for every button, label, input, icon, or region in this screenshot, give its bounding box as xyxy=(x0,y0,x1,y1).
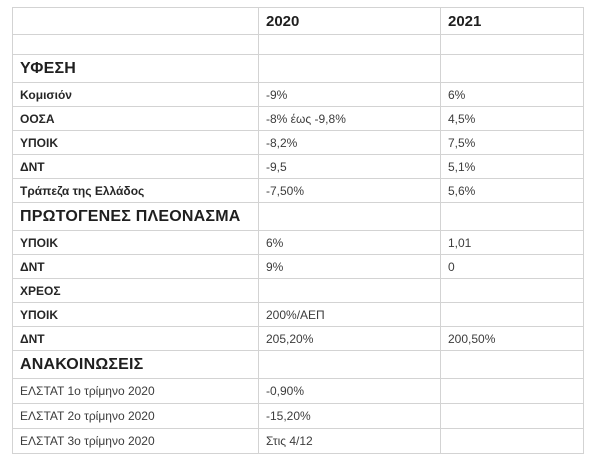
row-label-cell: ΑΝΑΚΟΙΝΩΣΕΙΣ xyxy=(13,351,259,379)
value-2020-cell xyxy=(259,35,441,55)
row-label-cell: ΔΝΤ xyxy=(13,155,259,179)
table-row xyxy=(13,35,584,55)
value-2020-cell: 205,20% xyxy=(259,327,441,351)
value-2021-cell xyxy=(441,55,584,83)
value-2021-cell: 5,6% xyxy=(441,179,584,203)
table-row xyxy=(13,327,584,351)
row-label-cell: ΠΡΩΤΟΓΕΝΕΣ ΠΛΕΟΝΑΣΜΑ xyxy=(13,203,259,231)
value-2020-cell xyxy=(259,55,441,83)
row-label-cell: ΥΠΟΙΚ xyxy=(13,303,259,327)
value-2020-cell: 200%/ΑΕΠ xyxy=(259,303,441,327)
value-2021-cell: 6% xyxy=(441,83,584,107)
table-row xyxy=(13,231,584,255)
row-label-cell: ΕΛΣΤΑΤ 2ο τρίμηνο 2020 xyxy=(13,404,259,429)
table-row xyxy=(13,83,584,107)
table-row xyxy=(13,379,584,404)
table-row xyxy=(13,131,584,155)
value-2020-cell: Στις 4/12 xyxy=(259,429,441,454)
value-2020-cell xyxy=(259,279,441,303)
row-label-cell: ΔΝΤ xyxy=(13,327,259,351)
table-row xyxy=(13,107,584,131)
value-2020-cell: -9% xyxy=(259,83,441,107)
row-label-cell: ΟΟΣΑ xyxy=(13,107,259,131)
table-row xyxy=(13,179,584,203)
column-header-2020: 2020 xyxy=(259,8,441,35)
row-label-cell: ΕΛΣΤΑΤ 3ο τρίμηνο 2020 xyxy=(13,429,259,454)
value-2020-cell: -8,2% xyxy=(259,131,441,155)
value-2020-cell: 9% xyxy=(259,255,441,279)
row-label-cell xyxy=(13,35,259,55)
column-header-empty xyxy=(13,8,259,35)
table-row xyxy=(13,255,584,279)
row-label-cell: ΕΛΣΤΑΤ 1ο τρίμηνο 2020 xyxy=(13,379,259,404)
value-2021-cell xyxy=(441,404,584,429)
row-label-cell: ΥΠΟΙΚ xyxy=(13,131,259,155)
table-row xyxy=(13,351,584,379)
value-2021-cell: 4,5% xyxy=(441,107,584,131)
column-header-2021: 2021 xyxy=(441,8,584,35)
row-label-cell: ΧΡΕΟΣ xyxy=(13,279,259,303)
table-row xyxy=(13,279,584,303)
table-header-row xyxy=(13,8,584,35)
table-row xyxy=(13,155,584,179)
row-label-cell: ΥΦΕΣΗ xyxy=(13,55,259,83)
value-2020-cell: -8% έως -9,8% xyxy=(259,107,441,131)
row-label-cell: ΔΝΤ xyxy=(13,255,259,279)
value-2021-cell xyxy=(441,303,584,327)
value-2021-cell xyxy=(441,429,584,454)
value-2021-cell: 0 xyxy=(441,255,584,279)
value-2021-cell: 7,5% xyxy=(441,131,584,155)
table-row xyxy=(13,404,584,429)
value-2021-cell xyxy=(441,351,584,379)
table-row xyxy=(13,203,584,231)
value-2021-cell xyxy=(441,279,584,303)
value-2021-cell: 1,01 xyxy=(441,231,584,255)
row-label-cell: ΥΠΟΙΚ xyxy=(13,231,259,255)
value-2021-cell xyxy=(441,379,584,404)
data-table xyxy=(12,7,584,454)
table-row xyxy=(13,55,584,83)
value-2020-cell xyxy=(259,351,441,379)
value-2020-cell: -15,20% xyxy=(259,404,441,429)
row-label-cell: Κομισιόν xyxy=(13,83,259,107)
table-body xyxy=(13,35,584,454)
value-2021-cell: 5,1% xyxy=(441,155,584,179)
table-row xyxy=(13,429,584,454)
value-2020-cell: -7,50% xyxy=(259,179,441,203)
value-2020-cell: -0,90% xyxy=(259,379,441,404)
value-2020-cell: 6% xyxy=(259,231,441,255)
value-2020-cell: -9,5 xyxy=(259,155,441,179)
table-row xyxy=(13,303,584,327)
row-label-cell: Τράπεζα της Ελλάδος xyxy=(13,179,259,203)
value-2021-cell: 200,50% xyxy=(441,327,584,351)
value-2021-cell xyxy=(441,203,584,231)
value-2021-cell xyxy=(441,35,584,55)
value-2020-cell xyxy=(259,203,441,231)
